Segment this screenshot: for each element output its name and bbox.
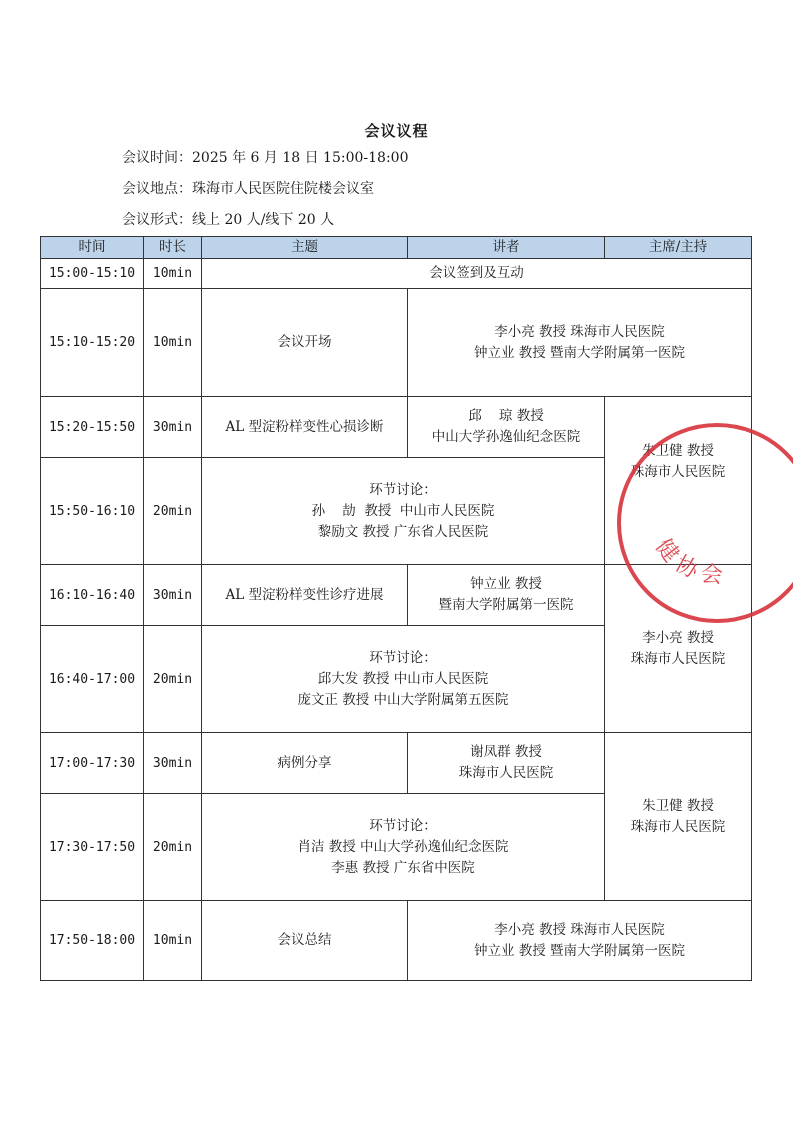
table-row [41, 565, 752, 626]
speaker-line: 暨南大学附属第一医院 [438, 597, 574, 613]
agenda-table [40, 236, 752, 981]
chair-line: 朱卫健 教授 [642, 797, 714, 814]
row-duration: 10min [144, 259, 202, 289]
speaker-line: 珠海市人民医院 [458, 765, 554, 781]
row-duration: 30min [144, 397, 202, 458]
row-topic: 病例分享 [202, 733, 408, 794]
row-time: 15:00-15:10 [41, 259, 144, 289]
header-topic: 主题 [202, 237, 408, 259]
row-discussion [202, 794, 605, 901]
header-duration: 时长 [144, 237, 202, 259]
row-time: 15:20-15:50 [41, 397, 144, 458]
discussion-line: 环节讨论： [369, 481, 437, 498]
row-topic: 会议签到及互动 [202, 259, 752, 289]
discussion-line: 环节讨论： [369, 817, 437, 834]
meeting-place: 会议地点：珠海市人民医院住院楼会议室 [122, 181, 374, 197]
row-topic: AL 型淀粉样变性诊疗进展 [202, 565, 408, 626]
row-time: 16:10-16:40 [41, 565, 144, 626]
table-row [41, 901, 752, 981]
speaker-line: 邱 琼 教授 [468, 408, 544, 424]
row-time: 17:50-18:00 [41, 901, 144, 981]
speaker-line: 钟立业 教授 暨南大学附属第一医院 [473, 344, 686, 361]
row-time: 17:30-17:50 [41, 794, 144, 901]
speaker-line: 谢凤群 教授 [470, 744, 542, 760]
row-time: 16:40-17:00 [41, 626, 144, 733]
row-duration: 30min [144, 565, 202, 626]
chair-line: 珠海市人民医院 [630, 650, 726, 667]
row-duration: 10min [144, 901, 202, 981]
seal-text: 健 协 会 [650, 534, 724, 589]
row-speaker [408, 397, 605, 458]
row-chair [605, 565, 752, 733]
discussion-line: 庞文正 教授 中山大学附属第五医院 [297, 691, 509, 708]
row-topic: 会议开场 [202, 289, 408, 397]
page-title: 会议议程 [364, 122, 429, 140]
discussion-line: 肖洁 教授 中山大学孙逸仙纪念医院 [297, 838, 509, 855]
row-speaker [408, 289, 752, 397]
table-row [41, 289, 752, 397]
row-discussion [202, 626, 605, 733]
meeting-format: 会议形式：线上 20 人/线下 20 人 [122, 212, 335, 228]
header-speaker: 讲者 [408, 237, 605, 259]
speaker-line: 中山大学孙逸仙纪念医院 [431, 429, 581, 445]
row-time: 17:00-17:30 [41, 733, 144, 794]
speaker-line: 钟立业 教授 暨南大学附属第一医院 [473, 942, 686, 959]
discussion-line: 孙 劼 教授 中山市人民医院 [311, 502, 495, 519]
row-time: 15:50-16:10 [41, 458, 144, 565]
header-chair: 主席/主持 [605, 237, 752, 259]
row-topic: 会议总结 [202, 901, 408, 981]
row-topic: AL 型淀粉样变性心损诊断 [202, 397, 408, 458]
discussion-line: 邱大发 教授 中山市人民医院 [317, 670, 489, 687]
row-duration: 30min [144, 733, 202, 794]
table-header-row [41, 237, 752, 259]
discussion-line: 黎励文 教授 广东省人民医院 [317, 523, 489, 540]
discussion-line: 环节讨论： [369, 649, 437, 666]
speaker-line: 李小亮 教授 珠海市人民医院 [494, 921, 665, 938]
row-duration: 10min [144, 289, 202, 397]
header-time: 时间 [41, 237, 144, 259]
row-speaker [408, 901, 752, 981]
table-row [41, 397, 752, 458]
row-speaker [408, 733, 605, 794]
row-discussion [202, 458, 605, 565]
chair-line: 朱卫健 教授 [642, 443, 714, 459]
table-row [41, 259, 752, 289]
row-duration: 20min [144, 458, 202, 565]
meeting-time: 会议时间：2025 年 6 月 18 日 15:00-18:00 [122, 150, 409, 166]
speaker-line: 李小亮 教授 珠海市人民医院 [494, 323, 665, 340]
chair-line: 珠海市人民医院 [630, 464, 726, 480]
row-chair [605, 397, 752, 565]
discussion-line: 李惠 教授 广东省中医院 [331, 859, 475, 876]
table-row [41, 733, 752, 794]
row-chair [605, 733, 752, 901]
speaker-line: 钟立业 教授 [470, 576, 542, 592]
chair-line: 李小亮 教授 [642, 629, 714, 646]
row-speaker [408, 565, 605, 626]
row-duration: 20min [144, 794, 202, 901]
row-time: 15:10-15:20 [41, 289, 144, 397]
chair-line: 珠海市人民医院 [630, 818, 726, 835]
row-duration: 20min [144, 626, 202, 733]
